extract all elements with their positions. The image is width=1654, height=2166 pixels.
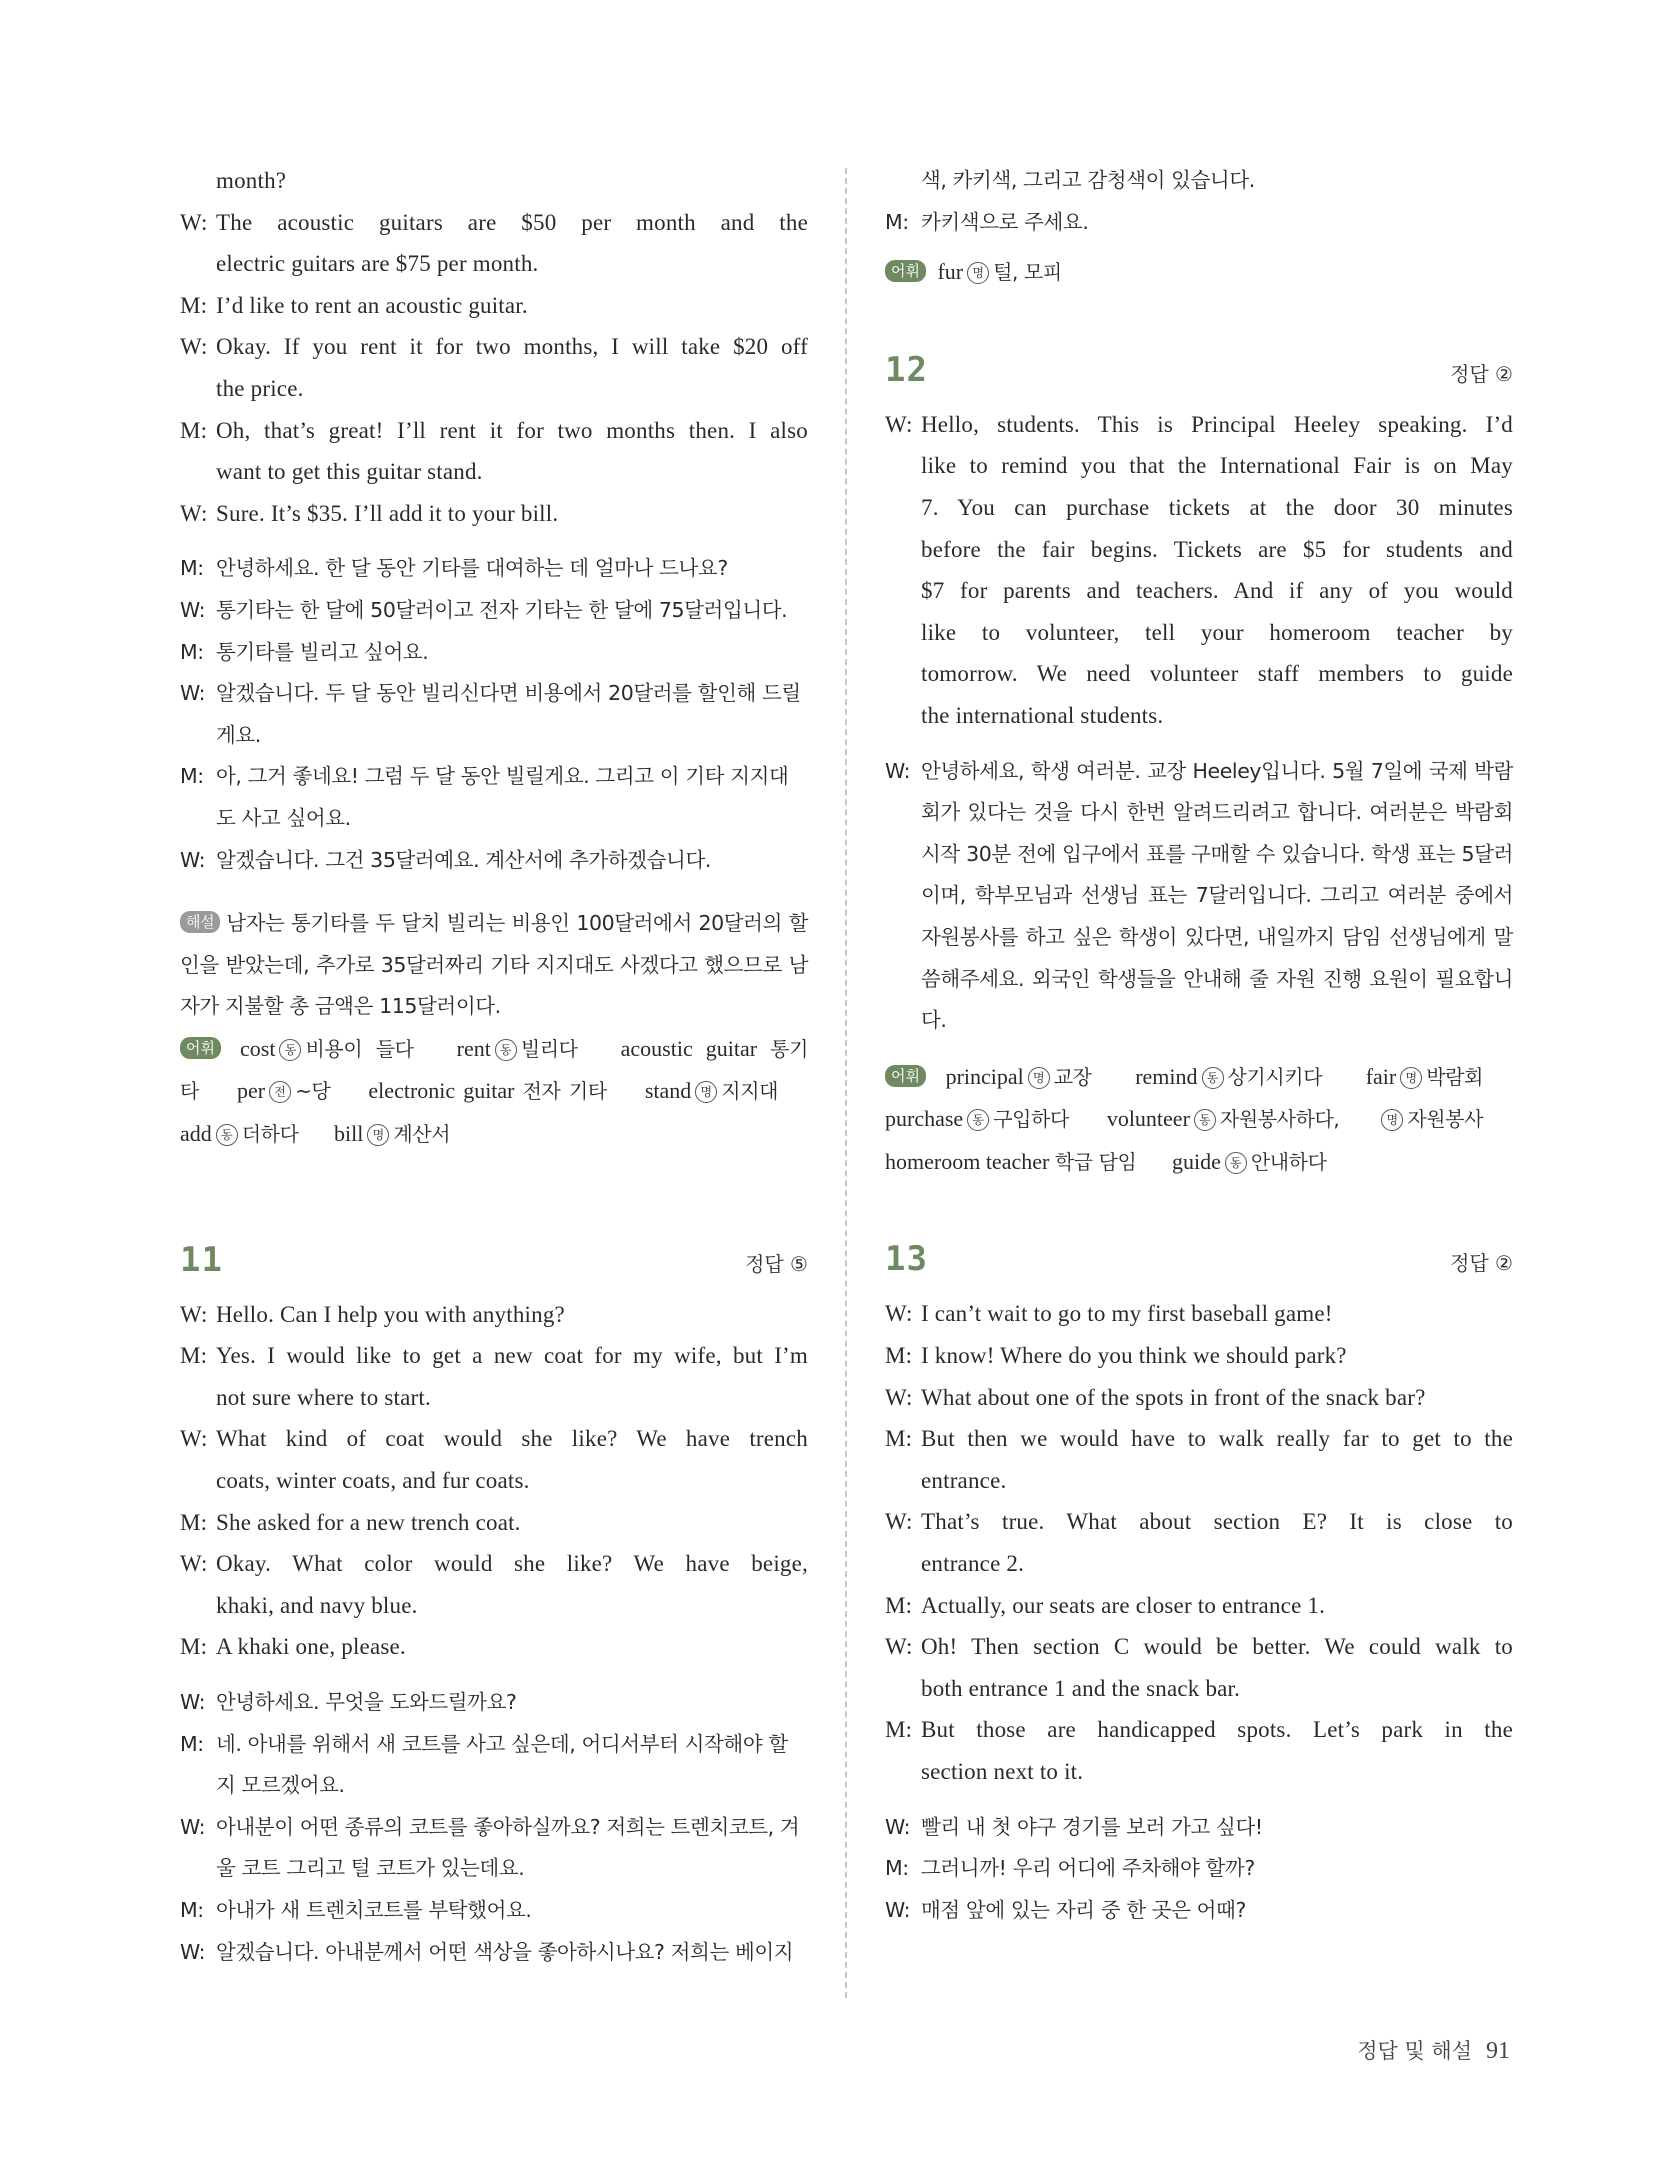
line-text: Actually, our seats are closer to entrance 1. — [921, 1592, 1326, 1618]
vocab-item — [1366, 1064, 1483, 1089]
line-text: But those are handicapped spots. Let’s park in the — [921, 1717, 1513, 1743]
dialogue-line — [180, 1932, 808, 1974]
speaker-label: M: — [885, 1343, 913, 1369]
dialogue-line — [885, 1848, 1513, 1890]
speaker-label — [180, 798, 216, 840]
q11-header — [180, 1240, 808, 1294]
dialogue-line — [180, 1848, 808, 1890]
vocab-meaning: 털, 모피 — [993, 260, 1062, 285]
speaker-label: W: — [180, 1301, 208, 1327]
line-text: But then we would have to walk really far to get to the — [921, 1426, 1513, 1452]
part-of-speech-marker: 동 — [1194, 1109, 1216, 1131]
vocab-item — [240, 1036, 414, 1061]
vocab-word: stand — [644, 1078, 692, 1104]
dialogue-line — [180, 1765, 808, 1807]
line-text: khaki, and navy blue. — [216, 1592, 418, 1618]
vocab-word: principal — [945, 1063, 1024, 1089]
speaker-label — [885, 653, 921, 695]
speaker-label — [180, 1765, 216, 1807]
q11-translation — [180, 1682, 808, 1973]
part-of-speech-marker: 동 — [279, 1039, 301, 1061]
dialogue-line — [885, 1418, 1513, 1460]
dialogue-line — [180, 1724, 808, 1766]
line-text: not sure where to start. — [216, 1384, 431, 1410]
line-text: want to get this guitar stand. — [216, 459, 483, 485]
vocab-meaning: 통기타 — [180, 1036, 808, 1104]
vocab-meaning: 구입하다 — [993, 1107, 1069, 1132]
vocab-meaning: 교장 — [1053, 1064, 1092, 1089]
speaker-label: W: — [180, 334, 208, 360]
dialogue-line — [885, 1626, 1513, 1668]
vocab-word: rent — [456, 1035, 491, 1061]
dialogue-line — [885, 1543, 1513, 1585]
vocab-meaning: 더하다 — [241, 1122, 299, 1147]
page-footer — [1357, 2035, 1510, 2065]
line-text: 아내가 새 트렌치코트를 부탁했어요. — [216, 1897, 532, 1922]
speaker-label — [180, 451, 216, 493]
speaker-label: M: — [180, 1343, 208, 1369]
line-text: 아, 그거 좋네요! 그럼 두 달 동안 빌릴게요. 그리고 이 기타 지지대 — [216, 764, 789, 789]
vocab-word: add — [180, 1121, 212, 1147]
vocab-item — [946, 1064, 1092, 1089]
question-number: 12 — [885, 349, 928, 390]
speaker-label — [180, 1585, 216, 1627]
dialogue-line — [180, 410, 808, 452]
dialogue-line — [885, 445, 1513, 487]
dialogue-line — [180, 1418, 808, 1460]
part-of-speech-marker: 동 — [967, 1109, 989, 1131]
dialogue-line — [180, 1890, 808, 1932]
speaker-label: W: — [885, 1301, 913, 1327]
dialogue-line — [180, 632, 808, 674]
speaker-label: M: — [180, 1634, 208, 1660]
dialogue-line — [180, 202, 808, 244]
vocab-word: cost — [240, 1035, 276, 1061]
speaker-label: W: — [885, 1634, 913, 1660]
dialogue-line — [180, 1543, 808, 1585]
vocab-item — [237, 1078, 330, 1103]
q13-transcript — [885, 1293, 1513, 1792]
line-text: 지 모르겠어요. — [216, 1773, 345, 1798]
line-text: 통기타는 한 달에 50달러이고 전자 기타는 한 달에 75달러입니다. — [216, 597, 788, 622]
vocab-meaning: 빌리다 — [520, 1036, 578, 1061]
line-text: 게요. — [216, 722, 261, 747]
vocab-meaning: 계산서 — [393, 1122, 451, 1147]
vocab-word: homeroom teacher — [885, 1148, 1050, 1174]
line-text: 매점 앞에 있는 자리 중 한 곳은 어때? — [921, 1897, 1246, 1922]
speaker-label — [180, 1377, 216, 1419]
speaker-label — [885, 487, 921, 529]
footer-label: 정답 및 해설 — [1357, 2039, 1472, 2063]
vocab-item — [1107, 1106, 1340, 1131]
line-text: 알겠습니다. 그건 35달러예요. 계산서에 추가하겠습니다. — [216, 847, 711, 872]
dialogue-line — [180, 493, 808, 535]
vocab-item — [180, 1121, 299, 1146]
dialogue-line — [885, 1807, 1513, 1849]
vocab-meaning: 자원봉사 — [1407, 1107, 1484, 1132]
q13-translation — [885, 1807, 1513, 1932]
dialogue-line — [885, 160, 1513, 202]
speaker-label: W: — [180, 500, 208, 526]
speaker-label — [885, 1460, 921, 1502]
vocab-item — [885, 1149, 1136, 1174]
speaker-label — [180, 1460, 216, 1502]
speaker-label — [885, 570, 921, 612]
dialogue-line — [885, 612, 1513, 654]
line-text: electric guitars are $75 per month. — [216, 251, 539, 277]
line-text: The acoustic guitars are $50 per month and the — [216, 209, 808, 235]
vocab-word: remind — [1135, 1063, 1198, 1089]
dialogue-line — [180, 590, 808, 632]
vocab-badge: 어휘 — [885, 1065, 926, 1087]
speaker-label — [885, 160, 921, 202]
dialogue-line — [180, 1807, 808, 1849]
dialogue-line — [180, 1502, 808, 1544]
q10-explanation: 해설 남자는 통기타를 두 달치 빌리는 비용인 100달러에서 20달러의 할인을 받았는데, 추가로 35달러짜리 기타 지지대도 사겠다고 했으므로 남자가 지불할 총 금액은 115달러이다. — [180, 911, 808, 1019]
part-of-speech-marker: 동 — [495, 1039, 517, 1061]
line-text: 울 코트 그리고 털 코트가 있는데요. — [216, 1856, 525, 1881]
dialogue-line — [885, 1709, 1513, 1751]
line-text: section next to it. — [921, 1759, 1084, 1784]
speaker-label: M: — [885, 209, 909, 234]
vocab-meaning: 학급 담임 — [1054, 1149, 1137, 1174]
dialogue-line — [180, 756, 808, 798]
vocab-word: acoustic guitar — [620, 1035, 758, 1061]
line-text: 카키색으로 주세요. — [921, 209, 1089, 234]
speaker-label: M: — [180, 764, 204, 789]
dialogue-line — [885, 1668, 1513, 1710]
dialogue-line — [885, 1377, 1513, 1419]
speaker-label — [885, 1543, 921, 1585]
line-text: Oh, that’s great! I’ll rent it for two months then. I also — [216, 417, 808, 443]
dialogue-line — [885, 1293, 1513, 1335]
answer-label: 정답 ⑤ — [745, 1251, 808, 1276]
speaker-label: M: — [180, 556, 204, 581]
vocab-item — [645, 1078, 778, 1103]
speaker-label — [885, 529, 921, 571]
q11-translation-cont — [885, 160, 1513, 243]
line-text: $7 for parents and teachers. And if any of you would — [921, 578, 1513, 604]
line-text: Hello. Can I help you with anything? — [216, 1301, 565, 1327]
line-text: Sure. It’s $35. I’ll add it to your bill. — [216, 500, 559, 526]
line-text: I can’t wait to go to my first baseball game! — [921, 1301, 1333, 1327]
line-text: I’d like to rent an acoustic guitar. — [216, 292, 528, 318]
dialogue-line — [180, 160, 808, 202]
vocab-meaning: 상기시키다 — [1227, 1064, 1323, 1089]
column-divider — [845, 168, 847, 1998]
part-of-speech-marker: 명 — [967, 262, 989, 284]
speaker-label: W: — [885, 1814, 911, 1839]
dialogue-line — [180, 715, 808, 757]
line-text: 7. You can purchase tickets at the door 30 minutes — [921, 494, 1513, 520]
vocab-word: fair — [1365, 1063, 1397, 1089]
line-text: Okay. What color would she like? We have beige, — [216, 1551, 808, 1577]
part-of-speech-marker: 명 — [1400, 1067, 1422, 1089]
line-text: entrance 2. — [921, 1551, 1025, 1577]
dialogue-line — [180, 798, 808, 840]
q12-transcript — [885, 404, 1513, 737]
speaker-label: W: — [180, 1814, 206, 1839]
q12-translation: W: 안녕하세요, 학생 여러분. 교장 Heeley입니다. 5월 7일에 국제 박람회가 있다는 것을 다시 한번 알려드리려고 합니다. 여러분은 박람회 시작 30분 전에 입구에서 표를 구매할 수 있습니다. 학생 표는 5달러이며, 학부모님과 선생님 표는 7달러입니다. 그리고 여러분 중에서 자원봉사를 하고 싶은 학생이 있다면, 내일까지 담임 선생님에게 말씀해주세요. 외국인 학생들을 안내해 줄 자원 진행 요원이 필요합니다. — [885, 758, 1513, 1033]
speaker-label: W: — [180, 1426, 208, 1452]
line-text: the price. — [216, 375, 304, 401]
part-of-speech-marker: 명 — [1381, 1109, 1403, 1131]
dialogue-line — [180, 1335, 808, 1377]
dialogue-line — [180, 326, 808, 368]
line-text: before the fair begins. Tickets are $5 for students and — [921, 536, 1513, 562]
line-text: I know! Where do you think we should park? — [921, 1343, 1347, 1369]
dialogue-line — [885, 404, 1513, 446]
q12-header — [885, 350, 1513, 404]
vocab-item — [1377, 1106, 1483, 1131]
dialogue-line — [885, 202, 1513, 244]
speaker-label — [885, 612, 921, 654]
speaker-label: M: — [885, 1717, 913, 1743]
line-text: like to volunteer, tell your homeroom teacher by — [921, 619, 1513, 645]
vocab-meaning: ~당 — [295, 1079, 331, 1104]
speaker-label: W: — [885, 411, 913, 437]
question-number: 11 — [180, 1239, 223, 1280]
dialogue-line — [885, 695, 1513, 737]
line-text: tomorrow. We need volunteer staff members to guide — [921, 661, 1513, 687]
dialogue-line — [885, 1460, 1513, 1502]
q12-vocabulary — [885, 1056, 1513, 1184]
speaker-label: W: — [180, 597, 206, 622]
q10-translation — [180, 548, 808, 881]
dialogue-line — [180, 1377, 808, 1419]
q11-vocabulary — [885, 251, 1513, 294]
speaker-label: M: — [885, 1426, 913, 1452]
speaker-label: W: — [180, 1939, 206, 1964]
part-of-speech-marker: 동 — [216, 1124, 238, 1146]
line-text: Hello, students. This is Principal Heeley speaking. I’d — [921, 411, 1513, 437]
speaker-label — [180, 160, 216, 202]
line-text: 그러니까! 우리 어디에 주차해야 할까? — [921, 1856, 1255, 1881]
speaker-label: W: — [180, 209, 208, 235]
vocab-word: purchase — [885, 1106, 964, 1132]
vocab-item — [334, 1121, 450, 1146]
vocab-item — [937, 259, 1061, 284]
line-text: 아내분이 어떤 종류의 코트를 좋아하실까요? 저희는 트렌치코트, 겨 — [216, 1814, 800, 1839]
speaker-label — [180, 1848, 216, 1890]
line-text: Okay. If you rent it for two months, I will take $20 off — [216, 334, 808, 360]
line-text: 안녕하세요. 무엇을 도와드릴까요? — [216, 1690, 517, 1714]
vocab-word: bill — [334, 1121, 364, 1147]
speaker-label: W: — [885, 1509, 913, 1535]
question-number: 13 — [885, 1239, 928, 1280]
left-column — [180, 160, 808, 1973]
line-text: Yes. I would like to get a new coat for my wife, but I’m — [216, 1343, 808, 1369]
speaker-label — [180, 243, 216, 285]
q13-header — [885, 1239, 1513, 1293]
dialogue-line — [180, 840, 808, 882]
speaker-label — [885, 1668, 921, 1710]
vocab-badge: 어휘 — [180, 1037, 221, 1059]
speaker-label: M: — [180, 1731, 204, 1756]
line-text: like to remind you that the International Fair is on May — [921, 453, 1513, 479]
dialogue-line — [885, 1585, 1513, 1627]
vocab-meaning: 전자 기타 — [522, 1079, 607, 1104]
part-of-speech-marker: 동 — [1225, 1152, 1247, 1174]
vocab-meaning: 비용이 들다 — [305, 1036, 414, 1061]
speaker-label — [885, 695, 921, 737]
dialogue-line — [885, 529, 1513, 571]
line-text: That’s true. What about section E? It is close to — [921, 1509, 1513, 1535]
dialogue-line — [180, 673, 808, 715]
speaker-label: M: — [180, 1897, 204, 1922]
vocab-meaning: 안내하다 — [1250, 1149, 1327, 1174]
speaker-label: M: — [885, 1856, 909, 1881]
page-number: 91 — [1486, 2038, 1510, 2064]
q11-transcript — [180, 1294, 808, 1668]
line-text: coats, winter coats, and fur coats. — [216, 1468, 530, 1494]
line-text: 알겠습니다. 아내분께서 어떤 색상을 좋아하시나요? 저희는 베이지 — [216, 1939, 794, 1964]
speaker-label — [180, 715, 216, 757]
right-column — [885, 160, 1513, 1931]
speaker-label: W: — [885, 1897, 911, 1922]
speaker-label — [885, 1751, 921, 1793]
part-of-speech-marker: 명 — [1028, 1067, 1050, 1089]
answer-label: 정답 ② — [1450, 361, 1513, 386]
vocab-item — [1135, 1064, 1322, 1089]
dialogue-line — [885, 1501, 1513, 1543]
vocab-item — [457, 1036, 578, 1061]
speaker-label: W: — [180, 1690, 206, 1714]
dialogue-line — [180, 368, 808, 410]
vocab-meaning: 자원봉사하다, — [1219, 1107, 1340, 1132]
speaker-label: M: — [180, 417, 208, 443]
dialogue-line — [885, 487, 1513, 529]
vocab-item — [368, 1078, 606, 1103]
explanation-badge: 해설 — [180, 911, 220, 933]
line-text: both entrance 1 and the snack bar. — [921, 1675, 1241, 1701]
speaker-label: W: — [885, 1384, 913, 1410]
line-text: Oh! Then section C would be better. We could walk to — [921, 1634, 1513, 1660]
part-of-speech-marker: 전 — [269, 1081, 291, 1103]
speaker-label: M: — [180, 639, 204, 664]
dialogue-line — [885, 570, 1513, 612]
q10-vocabulary — [180, 1028, 808, 1156]
dialogue-line — [180, 1585, 808, 1627]
vocab-word: per — [236, 1078, 266, 1104]
dialogue-line — [180, 285, 808, 327]
part-of-speech-marker: 동 — [1202, 1067, 1224, 1089]
line-text: She asked for a new trench coat. — [216, 1509, 521, 1535]
line-text: month? — [216, 168, 287, 193]
dialogue-line — [180, 548, 808, 590]
line-text: 알겠습니다. 두 달 동안 빌리신다면 비용에서 20달러를 할인해 드릴 — [216, 681, 801, 706]
vocab-meaning: 지지대 — [721, 1079, 779, 1104]
speaker-label: W: — [180, 847, 206, 872]
line-text: entrance. — [921, 1467, 1007, 1493]
speaker-label: M: — [180, 292, 208, 318]
dialogue-line — [180, 1682, 808, 1724]
dialogue-line — [885, 653, 1513, 695]
speaker-label: W: — [180, 1551, 208, 1577]
vocab-word: fur — [937, 259, 964, 285]
line-text: 통기타를 빌리고 싶어요. — [216, 639, 429, 664]
vocab-word: electronic guitar — [368, 1078, 515, 1104]
vocab-badge: 어휘 — [885, 260, 926, 282]
line-text: 빨리 내 첫 야구 경기를 보러 가고 싶다! — [921, 1814, 1263, 1839]
dialogue-line — [180, 1460, 808, 1502]
line-text: What about one of the spots in front of the snack bar? — [921, 1384, 1426, 1410]
dialogue-line — [885, 1890, 1513, 1932]
answer-label: 정답 ② — [1450, 1251, 1513, 1276]
dialogue-line — [180, 1626, 808, 1668]
vocab-meaning: 박람회 — [1426, 1064, 1483, 1089]
part-of-speech-marker: 명 — [367, 1124, 389, 1146]
dialogue-line — [180, 1294, 808, 1336]
line-text: A khaki one, please. — [216, 1634, 406, 1660]
dialogue-line — [180, 451, 808, 493]
line-text: What kind of coat would she like? We have trench — [216, 1426, 808, 1452]
dialogue-line — [180, 243, 808, 285]
vocab-item — [1172, 1149, 1327, 1174]
speaker-label: W: — [180, 681, 206, 706]
speaker-label: M: — [180, 1509, 208, 1535]
vocab-item — [885, 1106, 1069, 1131]
line-text: 안녕하세요. 한 달 동안 기타를 대여하는 데 얼마나 드나요? — [216, 556, 728, 581]
speaker-label — [180, 368, 216, 410]
part-of-speech-marker: 명 — [695, 1081, 717, 1103]
q10-transcript-end — [180, 160, 808, 534]
speaker-label — [885, 445, 921, 487]
vocab-word: volunteer — [1106, 1106, 1190, 1132]
dialogue-line — [885, 1335, 1513, 1377]
line-text: 색, 카키색, 그리고 감청색이 있습니다. — [921, 168, 1255, 192]
dialogue-line — [885, 1751, 1513, 1793]
speaker-label: M: — [885, 1592, 913, 1618]
line-text: 네. 아내를 위해서 새 코트를 사고 싶은데, 어디서부터 시작해야 할 — [216, 1731, 788, 1756]
vocab-word: guide — [1171, 1148, 1221, 1174]
line-text: the international students. — [921, 702, 1164, 728]
line-text: 도 사고 싶어요. — [216, 805, 351, 830]
